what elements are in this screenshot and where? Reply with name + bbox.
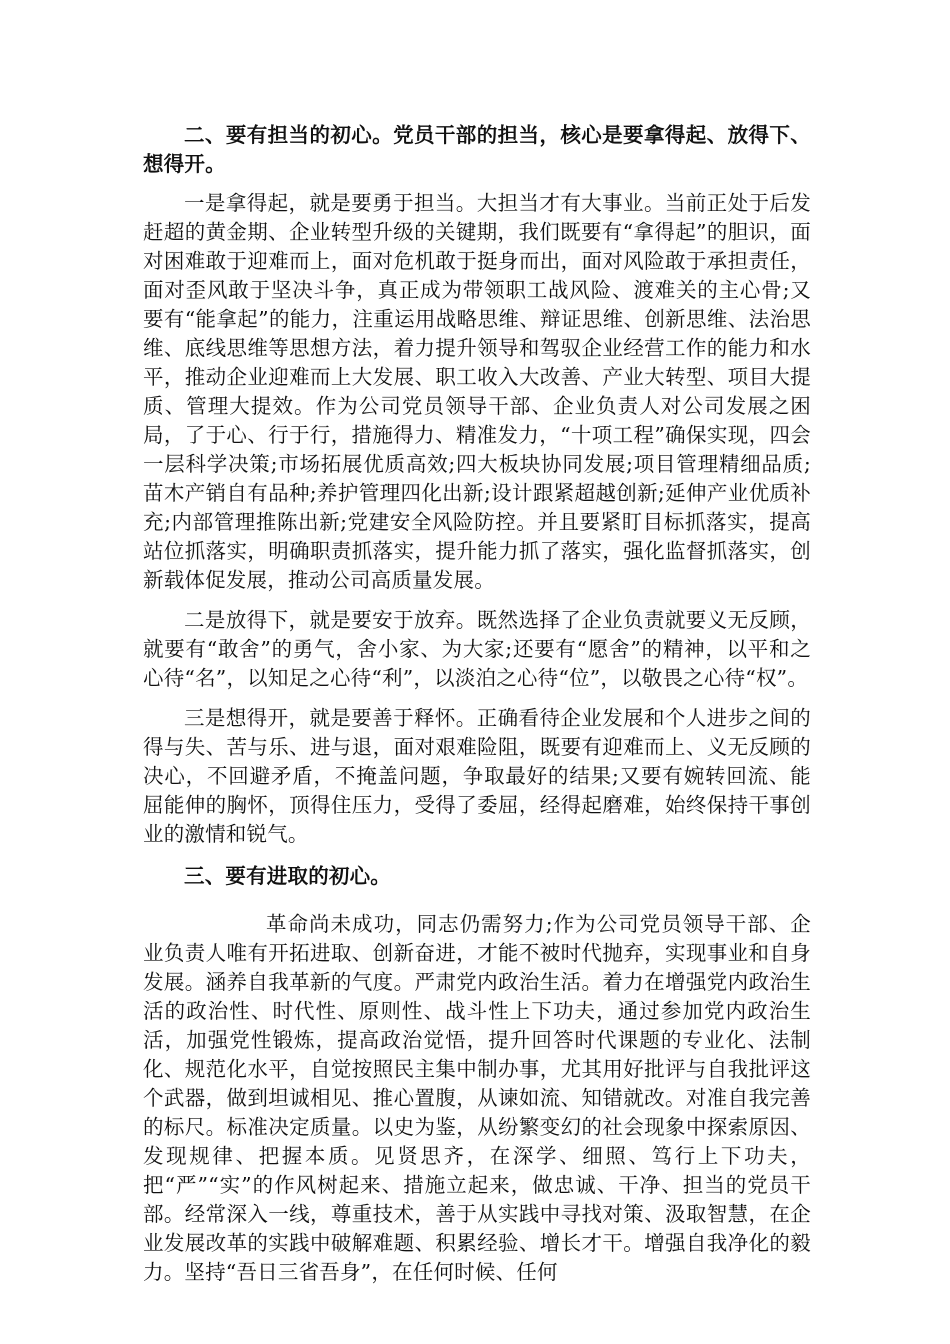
section-heading-2: 二、要有担当的初心。党员干部的担当，核心是要拿得起、放得下、想得开。 — [143, 123, 811, 176]
paragraph-na-de-qi: 一是拿得起，就是要勇于担当。大担当才有大事业。当前正处于后发赶超的黄金期、企业转型升级的关键期，我们既要有“拿得起”的胆识，面对困难敢于迎难而上，面对危机敢于挺身而出，面对风险敢于承担责任，面对歪风敢于坚决斗争，真正成为带领职工战风险、渡难关的主心骨;又要有“能拿起”的能力，注重运用战略思维、辩证思维、创新思维、法治思维、底线思维等思想方法，着力提升领导和驾驭企业经营工作的能力和水平，推动企业迎难而上大发展、职工收入大改善、产业大转型、项目大提质、管理大提效。作为公司党员领导干部、企业负责人对公司发展之困局，了于心、行于行，措施得力、精准发力，“十项工程”确保实现，四会一层科学决策;市场拓展优质高效;四大板块协同发展;项目管理精细品质;苗木产销自有品种;养护管理四化出新;设计跟紧超越创新;延伸产业优质补充;内部管理推陈出新;党建安全风险防控。并且要紧盯目标抓落实，提高站位抓落实，明确职责抓落实，提升能力抓了落实，强化监督抓落实，创新载体促发展，推动公司高质量发展。 — [143, 191, 811, 592]
document-body — [143, 121, 811, 1287]
section-heading-3: 三、要有进取的初心。 — [184, 864, 391, 888]
paragraph-jin-qu: 革命尚未成功，同志仍需努力;作为公司党员领导干部、企业负责人唯有开拓进取、创新奋进，才能不被时代抛弃，实现事业和自身发展。涵养自我革新的气度。严肃党内政治生活。着力在增强党内政治生活的政治性、时代性、原则性、战斗性上下功夫，通过参加党内政治生活，加强党性锻炼，提高政治觉悟，提升回答时代课题的专业化、法制化、规范化水平，自觉按照民主集中制办事，尤其用好批评与自我批评这个武器，做到坦诚相见、推心置腹，从谏如流、知错就改。对准自我完善的标尺。标准决定质量。以史为鉴，从纷繁变幻的社会现象中探索原因、发现规律、把握本质。见贤思齐，在深学、细照、笃行上下功夫，把“严”“实”的作风树起来、措施立起来，做忠诚、干净、担当的党员干部。经常深入一线，尊重技术，善于从实践中寻找对策、汲取智慧，在企业发展改革的实践中破解难题、积累经验、增长才干。增强自我净化的毅力。坚持“吾日三省吾身”，在任何时候、任何 — [143, 912, 811, 1284]
paragraph-xiang-de-kai: 三是想得开，就是要善于释怀。正确看待企业发展和个人进步之间的得与失、苦与乐、进与退，面对艰难险阻，既要有迎难而上、义无反顾的决心，不回避矛盾，不掩盖问题，争取最好的结果;又要有婉转回流、能屈能伸的胸怀，顶得住压力，受得了委屈，经得起磨难，始终保持干事创业的激情和锐气。 — [143, 706, 811, 846]
paragraph-fang-de-xia: 二是放得下，就是要安于放弃。既然选择了企业负责就要义无反顾，就要有“敢舍”的勇气，舍小家、为大家;还要有“愿舍”的精神，以平和之心待“名”，以知足之心待“利”，以淡泊之心待“位”，以敬畏之心待“权”。 — [143, 608, 811, 690]
